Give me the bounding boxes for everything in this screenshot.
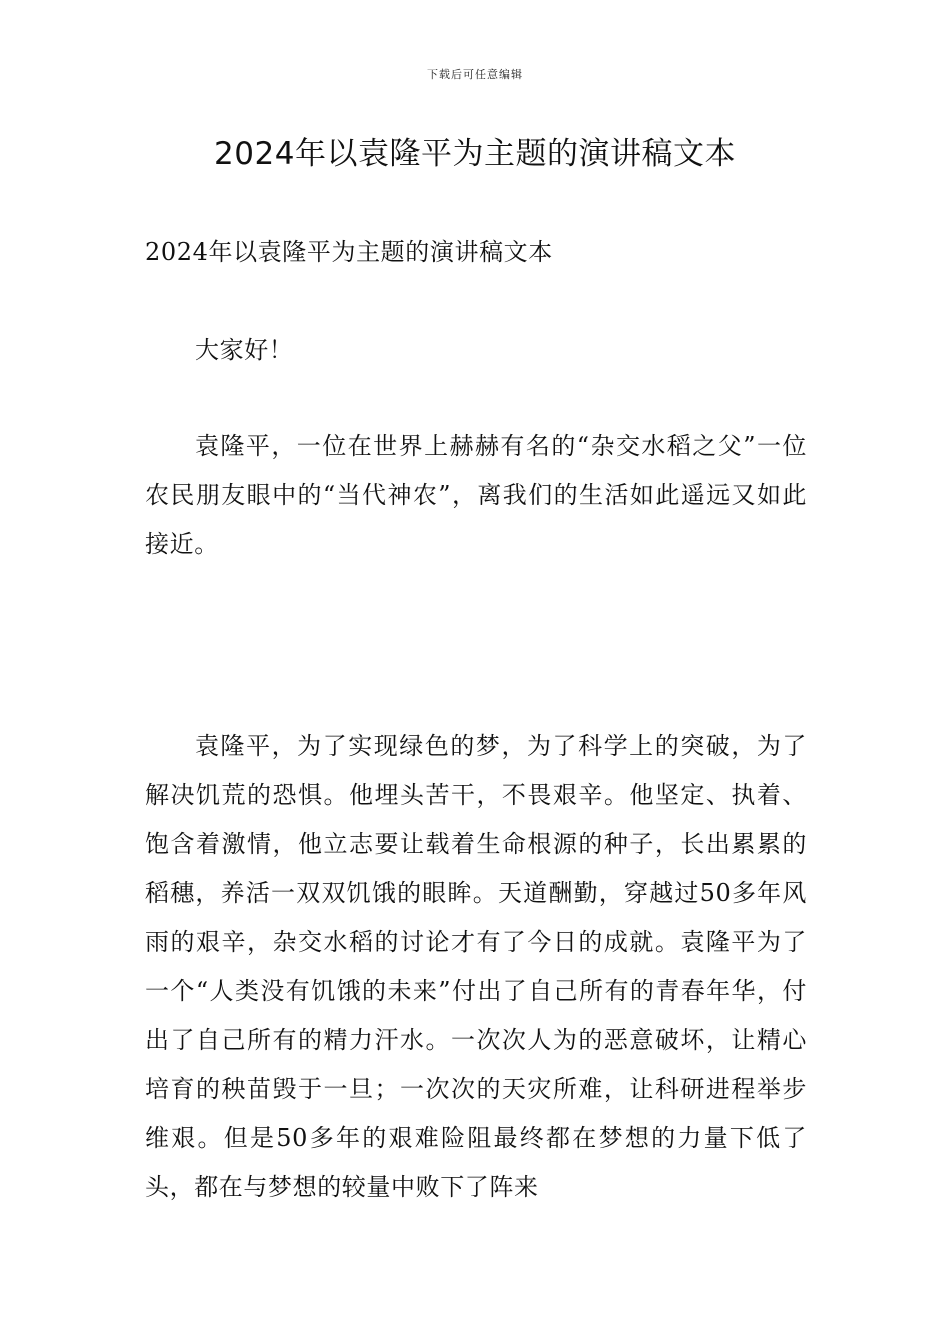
- header-note: 下载后可任意编辑: [427, 68, 523, 81]
- body-paragraph-intro: 袁隆平，一位在世界上赫赫有名的“杂交水稻之父”一位农民朋友眼中的“当代神农”，离我们的生活如此遥远又如此接近。: [145, 432, 807, 558]
- greeting-paragraph: 大家好！: [195, 336, 294, 364]
- document-title: 2024年以袁隆平为主题的演讲稿文本: [214, 136, 736, 172]
- document-subtitle: 2024年以袁隆平为主题的演讲稿文本: [145, 238, 553, 266]
- body-paragraph-main: 袁隆平，为了实现绿色的梦，为了科学上的突破，为了解决饥荒的恐惧。他埋头苦干，不畏艰辛。他坚定、执着、饱含着激情，他立志要让载着生命根源的种子，长出累累的稻穗，养活一双双饥饿的眼眸。天道酬勤，穿越过50多年风雨的艰辛，杂交水稻的讨论才有了今日的成就。袁隆平为了一个“人类没有饥饿的未来”付出了自己所有的青春年华，付出了自己所有的精力汗水。一次次人为的恶意破坏，让精心培育的秧苗毁于一旦；一次次的天灾所难，让科研进程举步维艰。但是50多年的艰难险阻最终都在梦想的力量下低了头，都在与梦想的较量中败下了阵来: [145, 732, 807, 1201]
